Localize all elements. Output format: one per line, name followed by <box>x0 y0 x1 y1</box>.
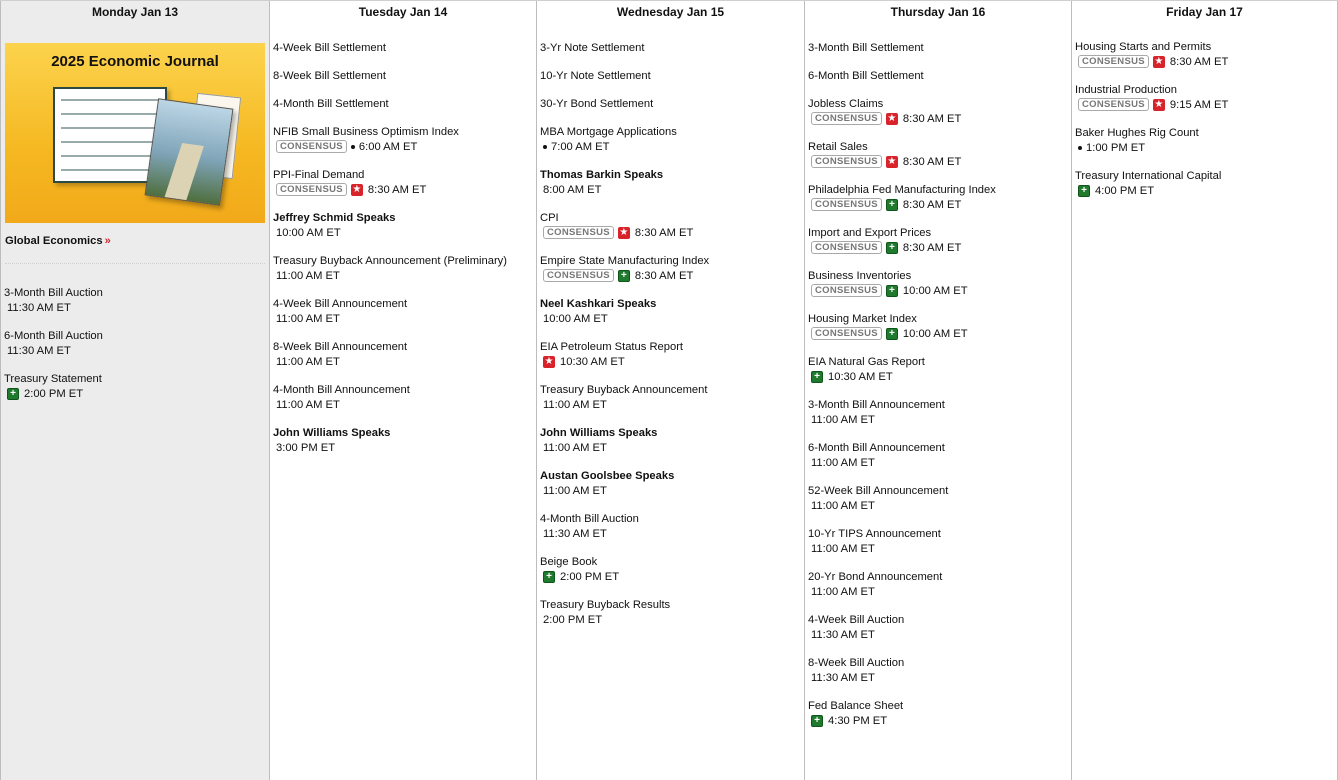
event-title-link[interactable]: EIA Petroleum Status Report <box>540 341 684 353</box>
consensus-badge[interactable]: CONSENSUS <box>811 112 882 125</box>
market-mover-star-icon: ★ <box>1154 98 1164 110</box>
calendar-event[interactable] <box>540 598 801 627</box>
event-meta <box>4 300 266 315</box>
calendar-event[interactable] <box>808 312 1068 341</box>
day-column-wednesday <box>536 1 804 780</box>
event-time: 8:30 AM ET <box>367 183 427 196</box>
event-title-link[interactable]: Treasury Statement <box>4 373 102 385</box>
calendar-event[interactable] <box>1075 126 1334 155</box>
event-meta <box>273 268 533 283</box>
event-time: 7:00 AM ET <box>551 140 610 153</box>
day-header: Friday Jan 17 <box>1166 5 1243 19</box>
event-title-link[interactable]: Empire State Manufacturing Index <box>540 255 710 267</box>
event-title-link[interactable]: John Williams Speaks <box>540 427 658 439</box>
calendar-event[interactable] <box>540 97 801 111</box>
event-meta <box>273 225 533 240</box>
event-meta <box>540 569 801 584</box>
market-mover-star-icon: ★ <box>1154 55 1164 67</box>
event-title-link[interactable]: 8-Week Bill Announcement <box>273 341 408 353</box>
calendar-event[interactable] <box>540 41 801 55</box>
event-list <box>537 41 804 627</box>
calendar-event[interactable] <box>1075 40 1334 69</box>
event-time: 11:30 AM ET <box>7 301 71 314</box>
event-meta <box>808 197 1068 212</box>
event-title-link[interactable]: Housing Market Index <box>808 313 917 325</box>
event-time: 8:30 AM ET <box>902 241 962 254</box>
merit-extra-attention-icon: + <box>886 199 898 211</box>
event-title-link[interactable]: Treasury International Capital <box>1075 170 1222 182</box>
event-time: 8:30 AM ET <box>902 155 962 168</box>
calendar-event[interactable] <box>808 69 1068 83</box>
calendar-event[interactable] <box>1075 83 1334 112</box>
event-time: 2:00 PM ET <box>560 570 620 583</box>
calendar-event[interactable] <box>540 340 801 369</box>
day-column-friday <box>1071 1 1338 780</box>
event-meta <box>808 455 1068 470</box>
event-title-link[interactable]: 30-Yr Bond Settlement <box>540 98 654 110</box>
calendar-event[interactable] <box>808 527 1068 556</box>
event-title-link[interactable]: 6-Month Bill Announcement <box>808 442 945 454</box>
event-list <box>270 41 536 455</box>
event-title-link[interactable]: Neel Kashkari Speaks <box>540 298 657 310</box>
calendar-event[interactable] <box>273 211 533 240</box>
event-meta <box>540 225 801 240</box>
day-column-monday <box>0 1 269 780</box>
event-title-link[interactable]: CPI <box>540 212 559 224</box>
event-time: 11:00 AM ET <box>543 441 607 454</box>
consensus-badge[interactable]: CONSENSUS <box>811 241 882 254</box>
event-title-link[interactable]: EIA Natural Gas Report <box>808 356 925 368</box>
day-column-thursday <box>804 1 1071 780</box>
event-meta <box>540 268 801 283</box>
event-meta <box>1075 183 1334 198</box>
event-time: 4:30 PM ET <box>828 714 888 727</box>
event-time: 8:30 AM ET <box>1169 55 1229 68</box>
market-mover-star-icon: ★ <box>544 355 554 367</box>
event-time: 10:30 AM ET <box>560 355 625 368</box>
event-meta <box>273 354 533 369</box>
event-list <box>805 41 1071 728</box>
consensus-badge[interactable]: CONSENSUS <box>1078 55 1149 68</box>
event-time: 2:00 PM ET <box>24 387 84 400</box>
consensus-badge[interactable]: CONSENSUS <box>276 140 347 153</box>
event-time: 1:00 PM ET <box>1086 141 1146 154</box>
bullet-dot-icon <box>1078 146 1082 150</box>
event-meta <box>808 369 1068 384</box>
calendar-event[interactable] <box>808 183 1068 212</box>
calendar-event[interactable] <box>4 372 266 401</box>
event-meta <box>808 283 1068 298</box>
event-time: 11:00 AM ET <box>276 269 340 282</box>
calendar-event[interactable] <box>273 297 533 326</box>
merit-extra-attention-icon: + <box>1078 185 1090 197</box>
event-title-link[interactable]: 8-Week Bill Settlement <box>273 70 386 82</box>
event-time: 11:30 AM ET <box>811 628 875 641</box>
event-time: 11:00 AM ET <box>276 355 340 368</box>
event-meta <box>808 111 1068 126</box>
event-time: 11:30 AM ET <box>811 671 875 684</box>
event-title-link[interactable]: 4-Week Bill Announcement <box>273 298 408 310</box>
calendar-event[interactable] <box>808 699 1068 728</box>
event-time: 9:15 AM ET <box>1169 98 1229 111</box>
bullet-dot-icon <box>543 145 547 149</box>
event-meta <box>808 541 1068 556</box>
event-meta <box>540 440 801 455</box>
calendar-event[interactable] <box>808 97 1068 126</box>
event-title-link[interactable]: 52-Week Bill Announcement <box>808 485 949 497</box>
promo-title: 2025 Economic Journal <box>51 53 219 70</box>
calendar-event[interactable] <box>540 297 801 326</box>
event-meta <box>273 397 533 412</box>
market-mover-star-icon: ★ <box>619 226 629 238</box>
event-meta <box>1075 140 1334 155</box>
event-title-link[interactable]: John Williams Speaks <box>273 427 391 439</box>
event-title-link[interactable]: 4-Week Bill Auction <box>808 614 905 626</box>
calendar-event[interactable] <box>273 125 533 154</box>
event-list <box>1 286 269 401</box>
consensus-badge[interactable]: CONSENSUS <box>543 269 614 282</box>
event-title-link[interactable]: 4-Week Bill Settlement <box>273 42 386 54</box>
consensus-badge[interactable]: CONSENSUS <box>811 327 882 340</box>
event-meta <box>4 386 266 401</box>
event-title-link[interactable]: 3-Month Bill Announcement <box>808 399 945 411</box>
consensus-badge[interactable]: CONSENSUS <box>276 183 347 196</box>
market-mover-star-icon: ★ <box>887 155 897 167</box>
market-mover-star-icon: ★ <box>887 112 897 124</box>
merit-extra-attention-icon: + <box>886 285 898 297</box>
event-time: 11:00 AM ET <box>811 413 875 426</box>
event-time: 8:30 AM ET <box>902 198 962 211</box>
consensus-badge[interactable]: CONSENSUS <box>543 226 614 239</box>
calendar-event[interactable] <box>540 168 801 197</box>
event-title-link[interactable]: Treasury Buyback Announcement (Preliminary) <box>273 255 507 267</box>
calendar-event[interactable] <box>808 656 1068 685</box>
event-list <box>1072 40 1337 198</box>
market-mover-star-icon: ★ <box>352 183 362 195</box>
event-meta <box>540 483 801 498</box>
merit-extra-attention-icon: + <box>811 715 823 727</box>
calendar-event[interactable] <box>4 329 266 358</box>
event-time: 11:00 AM ET <box>811 585 875 598</box>
calendar-event[interactable] <box>540 383 801 412</box>
calendar-event[interactable] <box>808 570 1068 599</box>
calendar-event[interactable] <box>808 269 1068 298</box>
event-title-link[interactable]: 6-Month Bill Settlement <box>808 70 924 82</box>
event-time: 10:00 AM ET <box>902 327 968 340</box>
calendar-event[interactable] <box>273 168 533 197</box>
calendar-event[interactable] <box>808 226 1068 255</box>
merit-extra-attention-icon: + <box>7 388 19 400</box>
event-title-link[interactable]: Business Inventories <box>808 270 912 282</box>
day-header: Monday Jan 13 <box>91 5 179 19</box>
calendar-event[interactable] <box>808 398 1068 427</box>
event-meta <box>808 412 1068 427</box>
day-column-tuesday <box>269 1 536 780</box>
event-title-link[interactable]: Housing Starts and Permits <box>1075 41 1212 53</box>
event-meta <box>273 182 533 197</box>
event-time: 11:00 AM ET <box>276 312 340 325</box>
event-meta <box>273 440 533 455</box>
event-title-link[interactable]: NFIB Small Business Optimism Index <box>273 126 459 138</box>
calendar-event[interactable] <box>273 69 533 83</box>
calendar-event[interactable] <box>808 140 1068 169</box>
event-meta <box>540 397 801 412</box>
day-header: Thursday Jan 16 <box>890 5 986 19</box>
event-time: 6:00 AM ET <box>358 140 418 153</box>
consensus-badge[interactable]: CONSENSUS <box>811 198 882 211</box>
chevron-right-icon: » <box>104 235 111 247</box>
calendar-event[interactable] <box>540 254 801 283</box>
calendar-event[interactable] <box>273 383 533 412</box>
merit-extra-attention-icon: + <box>886 328 898 340</box>
merit-extra-attention-icon: + <box>886 242 898 254</box>
event-time: 11:00 AM ET <box>811 456 875 469</box>
event-title-link[interactable]: 3-Yr Note Settlement <box>540 42 645 54</box>
event-time: 10:00 AM ET <box>543 312 608 325</box>
event-time: 11:00 AM ET <box>543 398 607 411</box>
event-meta <box>808 627 1068 642</box>
calendar-event[interactable] <box>808 484 1068 513</box>
calendar-event[interactable] <box>540 555 801 584</box>
calendar-event[interactable] <box>540 512 801 541</box>
event-meta <box>808 713 1068 728</box>
calendar-event[interactable] <box>540 125 801 154</box>
event-time: 11:00 AM ET <box>543 484 607 497</box>
event-title-link[interactable]: Retail Sales <box>808 141 868 153</box>
calendar-event[interactable] <box>1075 169 1334 198</box>
calendar-event[interactable] <box>273 97 533 111</box>
bullet-dot-icon <box>351 145 355 149</box>
event-title-link[interactable]: PPI-Final Demand <box>273 169 365 181</box>
calendar-event[interactable] <box>808 41 1068 55</box>
economic-journal-promo-banner[interactable] <box>5 43 265 223</box>
consensus-badge[interactable]: CONSENSUS <box>1078 98 1149 111</box>
event-title-link[interactable]: Jobless Claims <box>808 98 884 110</box>
event-time: 4:00 PM ET <box>1095 184 1155 197</box>
merit-extra-attention-icon: + <box>543 571 555 583</box>
event-time: 11:30 AM ET <box>543 527 607 540</box>
event-title-link[interactable]: Thomas Barkin Speaks <box>540 169 664 181</box>
calendar-event[interactable] <box>540 211 801 240</box>
consensus-badge[interactable]: CONSENSUS <box>811 155 882 168</box>
merit-extra-attention-icon: + <box>618 270 630 282</box>
event-meta <box>808 154 1068 169</box>
calendar-event[interactable] <box>808 613 1068 642</box>
event-title-link[interactable]: Industrial Production <box>1075 84 1177 96</box>
event-title-link[interactable]: Baker Hughes Rig Count <box>1075 127 1199 139</box>
event-title-link[interactable]: 3-Month Bill Settlement <box>808 42 924 54</box>
event-time: 8:30 AM ET <box>634 269 694 282</box>
calendar-event[interactable] <box>273 340 533 369</box>
global-economics-link[interactable] <box>5 235 269 247</box>
event-title-link[interactable]: 10-Yr TIPS Announcement <box>808 528 941 540</box>
event-meta <box>808 584 1068 599</box>
event-title-link[interactable]: 3-Month Bill Auction <box>4 287 103 299</box>
event-time: 10:00 AM ET <box>902 284 968 297</box>
event-meta <box>540 139 801 154</box>
event-meta <box>540 311 801 326</box>
calendar-event[interactable] <box>273 254 533 283</box>
event-title-link[interactable]: MBA Mortgage Applications <box>540 126 677 138</box>
calendar-event[interactable] <box>273 426 533 455</box>
divider <box>5 263 265 264</box>
event-title-link[interactable]: 8-Week Bill Auction <box>808 657 905 669</box>
event-meta <box>808 498 1068 513</box>
event-time: 2:00 PM ET <box>543 613 603 626</box>
event-meta <box>273 311 533 326</box>
event-title-link[interactable]: Beige Book <box>540 556 598 568</box>
event-title-link[interactable]: Fed Balance Sheet <box>808 700 904 712</box>
calendar-event[interactable] <box>273 41 533 55</box>
event-title-link[interactable]: 10-Yr Note Settlement <box>540 70 651 82</box>
event-meta <box>540 354 801 369</box>
event-meta <box>808 670 1068 685</box>
global-economics-label: Global Economics <box>5 235 103 247</box>
event-title-link[interactable]: Import and Export Prices <box>808 227 932 239</box>
event-time: 10:00 AM ET <box>276 226 341 239</box>
event-meta <box>540 526 801 541</box>
event-meta <box>1075 54 1334 69</box>
event-title-link[interactable]: Treasury Buyback Announcement <box>540 384 708 396</box>
event-time: 8:30 AM ET <box>902 112 962 125</box>
event-title-link[interactable]: 4-Month Bill Announcement <box>273 384 410 396</box>
event-time: 11:00 AM ET <box>811 542 875 555</box>
event-time: 11:00 AM ET <box>276 398 340 411</box>
event-title-link[interactable]: 6-Month Bill Auction <box>4 330 103 342</box>
merit-extra-attention-icon: + <box>811 371 823 383</box>
event-time: 11:00 AM ET <box>811 499 875 512</box>
event-time: 8:00 AM ET <box>543 183 602 196</box>
event-time: 10:30 AM ET <box>828 370 893 383</box>
event-meta <box>4 343 266 358</box>
event-title-link[interactable]: Jeffrey Schmid Speaks <box>273 212 396 224</box>
calendar-event[interactable] <box>808 355 1068 384</box>
event-time: 11:30 AM ET <box>7 344 71 357</box>
calendar-event[interactable] <box>540 69 801 83</box>
event-title-link[interactable]: Philadelphia Fed Manufacturing Index <box>808 184 996 196</box>
event-meta <box>540 182 801 197</box>
event-meta <box>808 326 1068 341</box>
calendar-event[interactable] <box>4 286 266 315</box>
journal-cover-image <box>145 98 234 206</box>
day-header: Wednesday Jan 15 <box>616 5 725 19</box>
calendar-event[interactable] <box>808 441 1068 470</box>
event-time: 8:30 AM ET <box>634 226 694 239</box>
day-header: Tuesday Jan 14 <box>358 5 448 19</box>
event-title-link[interactable]: 4-Month Bill Auction <box>540 513 639 525</box>
event-title-link[interactable]: Treasury Buyback Results <box>540 599 671 611</box>
consensus-badge[interactable]: CONSENSUS <box>811 284 882 297</box>
event-meta <box>1075 97 1334 112</box>
event-meta <box>540 612 801 627</box>
event-title-link[interactable]: 4-Month Bill Settlement <box>273 98 389 110</box>
calendar-event[interactable] <box>540 426 801 455</box>
event-title-link[interactable]: 20-Yr Bond Announcement <box>808 571 943 583</box>
calendar-event[interactable] <box>540 469 801 498</box>
event-meta <box>273 139 533 154</box>
event-title-link[interactable]: Austan Goolsbee Speaks <box>540 470 675 482</box>
event-time: 3:00 PM ET <box>276 441 336 454</box>
event-meta <box>808 240 1068 255</box>
